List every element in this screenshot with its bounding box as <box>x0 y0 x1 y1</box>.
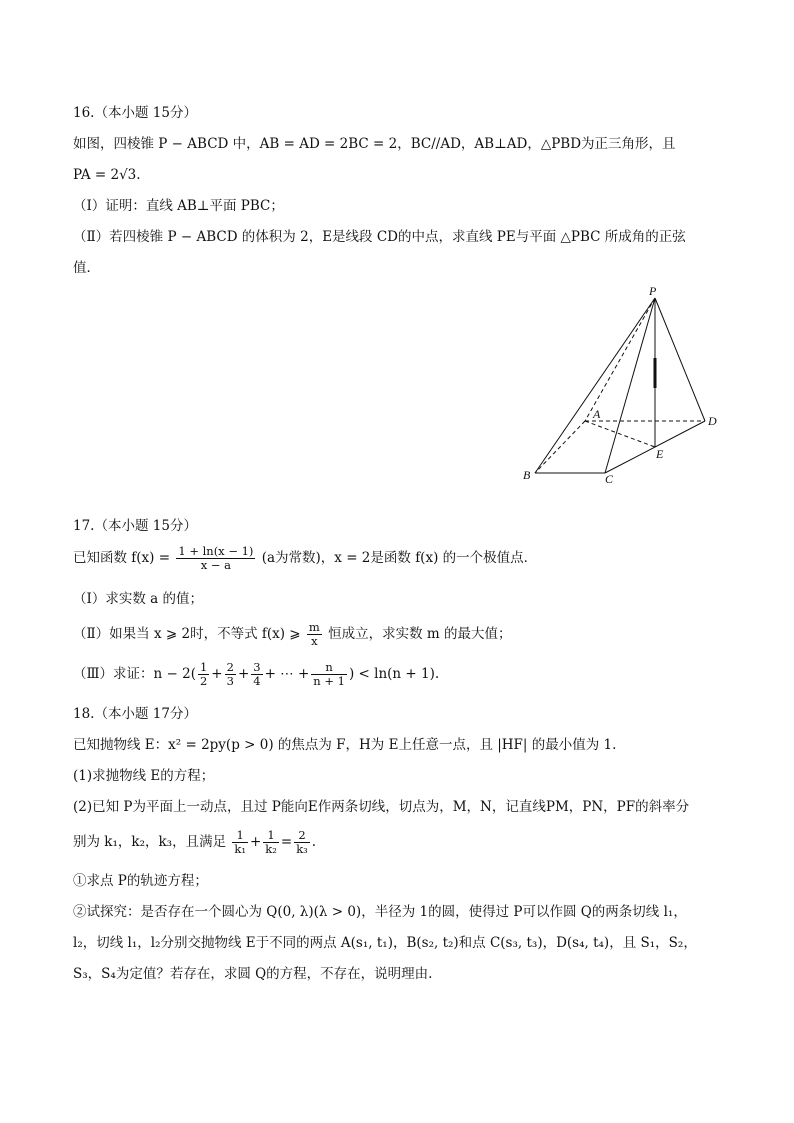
q18-frac2 <box>263 829 279 856</box>
q17-part3-frac3 <box>251 661 262 688</box>
q18-frac3-num: 2 <box>294 829 310 843</box>
q17-part3-frac3-den: 4 <box>253 674 261 688</box>
q17-part2-den: x <box>311 634 318 648</box>
q17-part2-fraction <box>307 621 322 648</box>
edge-pb <box>535 298 655 473</box>
q17-stem-den: x − a <box>200 558 232 572</box>
label-c: C <box>605 472 614 483</box>
q17-stem-pre: 已知函数 f(x) = <box>73 550 171 566</box>
q17-stem-num: 1 + ln(x − 1) <box>178 544 254 558</box>
q18-part2-line1: (2)已知 P为平面上一动点，且过 P能向E作两条切线，切点为，M，N，记直线PM，PN，PF的斜率分 <box>73 799 690 815</box>
q18-frac2-num: 1 <box>263 829 279 843</box>
label-a: A <box>593 407 601 421</box>
q16-part1: （Ⅰ）证明：直线 AB⊥平面 PBC； <box>73 198 284 214</box>
edge-pc <box>605 298 655 473</box>
q18-frac3-den: k₃ <box>296 842 308 856</box>
edge-ab <box>535 421 585 473</box>
q17-stem <box>73 545 537 572</box>
q16-stem-line1: 如图，四棱锥 P − ABCD 中，AB = AD = 2BC = 2，BC//AD，AB⊥AD，△PBD为正三角形，且 <box>73 136 676 152</box>
edge-pa <box>585 298 655 421</box>
q17-part2-num: m <box>308 620 320 634</box>
q17-part3-post: ) < ln(n + 1). <box>348 666 440 682</box>
q18-sub1: ①求点 P的轨迹方程； <box>73 873 208 889</box>
label-b: B <box>523 468 531 482</box>
label-e: E <box>656 447 664 461</box>
edge-ae <box>585 421 655 447</box>
q17-part3-frac1-num: 1 <box>199 660 208 674</box>
q18-header: 18.（本小题 17分） <box>73 706 197 722</box>
q18-frac3 <box>294 829 310 856</box>
q18-sub2-line2: l₂，切线 l₁，l₂分别交抛物线 E于不同的两点 A(s₁, t₁)，B(s₂, t₂)和点 C(s₃, t₃)，D(s₄, t₄)，且 S₁，S₂， <box>73 935 697 951</box>
q17-part2-post: 恒成立，求实数 m 的最大值； <box>328 626 512 642</box>
label-d: D <box>708 414 717 428</box>
q17-part3-frac2 <box>225 661 236 688</box>
pyramid-figure <box>515 283 725 483</box>
q16-stem-line2: PA = 2√3. <box>73 167 141 183</box>
q17-stem-fraction <box>176 545 255 572</box>
q18-frac1 <box>232 829 248 856</box>
q17-part3-fracn-num: n <box>311 661 347 675</box>
q17-part1: （Ⅰ）求实数 a 的值； <box>73 591 203 607</box>
q17-part2-pre: （Ⅱ）如果当 x ⩾ 2时，不等式 f(x) ⩾ <box>73 626 301 642</box>
q17-part3: （Ⅲ）求证：n − 2( $\frac{1}{2}$ + $\frac{2}{3}$ + $\frac{3}{4}$ + ⋯ + $\frac{n}{n + 1}$ ) < ln(n + 1). <box>73 660 440 688</box>
q18-sub2-line1: ②试探究：是否存在一个圆心为 Q(0, λ)(λ > 0)，半径为 1的圆，使得过 P可以作圆 Q的两条切线 l₁， <box>73 904 687 920</box>
q17-part3-frac1 <box>198 661 209 688</box>
q18-part2-line2-pre: 别为 k₁，k₂，k₃，且满足 <box>73 834 227 850</box>
q18-frac1-den: k₁ <box>234 842 246 856</box>
q17-part3-pre: （Ⅲ）求证：n − 2( <box>73 666 196 682</box>
q18-sub2-line3: S₃，S₄为定值？若存在，求圆 Q的方程，不存在，说明理由. <box>73 966 433 982</box>
q16-header: 16.（本小题 15分） <box>73 105 197 121</box>
q18-frac2-den: k₂ <box>265 842 277 856</box>
q17-header: 17.（本小题 15分） <box>73 518 197 534</box>
q17-part3-fracn-den: n + 1 <box>313 674 345 688</box>
edge-pd <box>655 298 705 421</box>
q18-part1: (1)求抛物线 E的方程； <box>73 768 215 784</box>
q16-part2-line1: （Ⅱ）若四棱锥 P − ABCD 的体积为 2，E是线段 CD的中点，求直线 PE与平面 △PBC 所成角的正弦 <box>73 229 686 245</box>
q17-part2 <box>73 621 512 648</box>
q18-stem: 已知抛物线 E：x² = 2py(p > 0) 的焦点为 F，H为 E上任意一点，且 |HF| 的最小值为 1. <box>73 737 617 753</box>
q18-frac1-num: 1 <box>232 829 248 843</box>
q17-part3-frac2-num: 2 <box>226 660 234 674</box>
q17-part3-frac2-den: 3 <box>226 674 234 688</box>
q17-part3-fracn <box>311 661 347 688</box>
q18-part2-line2: 别为 k₁，k₂，k₃，且满足 $\frac{1}{\text{k₁}}$ + $\frac{1}{\text{k₂}}$ = $\frac{2}{\text{k₃}}$ . <box>73 828 317 856</box>
q17-stem-post: (a为常数)，x = 2是函数 f(x) 的一个极值点． <box>261 550 538 566</box>
q17-part3-dots: + ⋯ + <box>264 666 310 682</box>
q17-part3-frac3-num: 3 <box>253 660 261 674</box>
label-p: P <box>649 284 657 298</box>
q17-part3-frac1-den: 2 <box>199 674 208 688</box>
q16-part2-line2: 值． <box>73 260 100 276</box>
